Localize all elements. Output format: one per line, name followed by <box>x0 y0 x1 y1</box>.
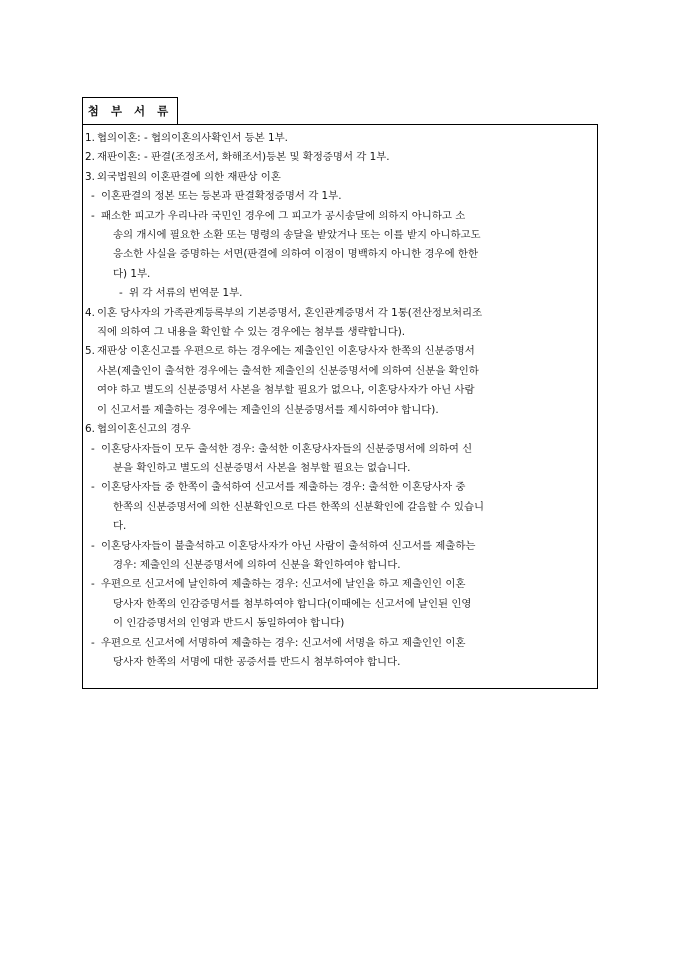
item-text: 이 신고서를 제출하는 경우에는 제출인의 신분증명서를 제시하여야 합니다). <box>97 403 439 416</box>
item-number: 6. <box>85 423 95 436</box>
item-text: 직에 의하여 그 내용을 확인할 수 있는 경우에는 첨부를 생략합니다). <box>97 326 406 339</box>
item-text: 외국법원의 이혼판결에 의한 재판상 이혼 <box>97 170 281 183</box>
item-number: 3. <box>85 170 95 183</box>
sub-item-text: 이혼당사자들이 불출석하고 이혼당사자가 아닌 사람이 출석하여 신고서를 제출하는 <box>101 539 476 552</box>
dash-bullet: - <box>119 287 123 300</box>
item-text: 협의이혼신고의 경우 <box>97 423 191 436</box>
sub-item-line <box>85 614 593 633</box>
sub-item-line <box>85 207 593 226</box>
sub-item-text: 이혼당사자들 중 한쪽이 출석하여 신고서를 제출하는 경우: 출석한 이혼당사자 중 <box>101 481 466 494</box>
sub-item-line <box>85 653 593 672</box>
dash-bullet: - <box>91 481 95 494</box>
attachments-list <box>82 124 598 689</box>
attachments-title: 첨 부 서 류 <box>87 104 173 118</box>
list-item-line <box>85 323 593 342</box>
sub-item-line <box>85 265 593 284</box>
dash-bullet: - <box>91 209 95 222</box>
dash-bullet: - <box>91 636 95 649</box>
sub-item-line <box>85 440 593 459</box>
sub-item-text: 패소한 피고가 우리나라 국민인 경우에 그 피고가 공시송달에 의하지 아니하고 소 <box>101 209 466 222</box>
list-item-line <box>85 168 593 187</box>
sub-item-text: 위 각 서류의 번역문 1부. <box>129 287 243 300</box>
sub-item-line <box>85 575 593 594</box>
list-item-line <box>85 362 593 381</box>
sub-item-line <box>85 459 593 478</box>
sub-item-text: 우편으로 신고서에 날인하여 제출하는 경우: 신고서에 날인을 하고 제출인인 이혼 <box>101 578 466 591</box>
sub-item-text: 우편으로 신고서에 서명하여 제출하는 경우: 신고서에 서명을 하고 제출인인 이혼 <box>101 636 466 649</box>
sub-item-text: 당사자 한쪽의 서명에 대한 공증서를 반드시 첨부하여야 합니다. <box>113 655 401 668</box>
sub-item-text: 경우: 제출인의 신분증명서에 의하여 신분을 확인하여야 합니다. <box>113 558 401 571</box>
dash-bullet: - <box>91 539 95 552</box>
list-item-line <box>85 420 593 439</box>
item-text: 재판상 이혼신고를 우편으로 하는 경우에는 제출인인 이혼당사자 한쪽의 신분증명서 <box>97 345 475 358</box>
sub-item-line <box>85 187 593 206</box>
sub-item-line <box>85 245 593 264</box>
list-item-line <box>85 304 593 323</box>
item-number: 5. <box>85 345 95 358</box>
item-text: 이혼 당사자의 가족관계등록부의 기본증명서, 혼인관계증명서 각 1통(전산정보처리조 <box>97 306 483 319</box>
sub-item-text: 다) 1부. <box>113 267 151 280</box>
item-text: 재판이혼: - 판결(조정조서, 화해조서)등본 및 확정증명서 각 1부. <box>97 151 390 164</box>
dash-bullet: - <box>91 190 95 203</box>
dash-bullet: - <box>91 442 95 455</box>
sub-item-text: 분을 확인하고 별도의 신분증명서 사본을 첨부할 필요는 없습니다. <box>113 461 411 474</box>
sub-item-text: 이혼판결의 정본 또는 등본과 판결확정증명서 각 1부. <box>101 190 342 203</box>
item-number: 1. <box>85 132 95 144</box>
sub-item-text: 이혼당사자들이 모두 출석한 경우: 출석한 이혼당사자들의 신분증명서에 의하여 신 <box>101 442 473 455</box>
sub-item-text: 한쪽의 신분증명서에 의한 신분확인으로 다른 한쪽의 신분확인에 갈음할 수 있습니 <box>113 500 484 513</box>
sub-item-line <box>85 537 593 556</box>
item-text: 사본(제출인이 출석한 경우에는 출석한 제출인의 신분증명서에 의하여 신분을 확인하 <box>97 364 479 377</box>
sub-item-line <box>85 284 593 303</box>
item-number: 2. <box>85 151 95 164</box>
sub-item-line <box>85 478 593 497</box>
list-item-line <box>85 401 593 420</box>
sub-item-text: 다. <box>113 520 127 533</box>
item-text: 여야 하고 별도의 신분증명서 사본을 첨부할 필요가 없으나, 이혼당사자가 아닌 사람 <box>97 384 475 397</box>
list-item-line <box>85 342 593 361</box>
sub-item-text: 응소한 사실을 증명하는 서면(판결에 의하여 이점이 명백하지 아니한 경우에 한한 <box>113 248 479 261</box>
sub-item-line <box>85 634 593 653</box>
sub-item-text: 송의 개시에 필요한 소환 또는 명령의 송달을 받았거나 또는 이를 받지 아니하고도 <box>113 229 481 242</box>
sub-item-text: 이 인감증명서의 인영과 반드시 동일하여야 합니다) <box>113 617 345 630</box>
list-item-line <box>85 381 593 400</box>
sub-item-line <box>85 226 593 245</box>
attachments-header <box>82 97 178 124</box>
sub-item-line <box>85 517 593 536</box>
sub-item-line <box>85 595 593 614</box>
list-item-line <box>85 129 593 148</box>
list-item-line <box>85 148 593 167</box>
dash-bullet: - <box>91 578 95 591</box>
item-text: 협의이혼: - 협의이혼의사확인서 등본 1부. <box>97 132 288 144</box>
sub-item-line <box>85 498 593 517</box>
sub-item-text: 당사자 한쪽의 인감증명서를 첨부하여야 합니다(이때에는 신고서에 날인된 인영 <box>113 597 472 610</box>
sub-item-line <box>85 556 593 575</box>
item-number: 4. <box>85 306 95 319</box>
